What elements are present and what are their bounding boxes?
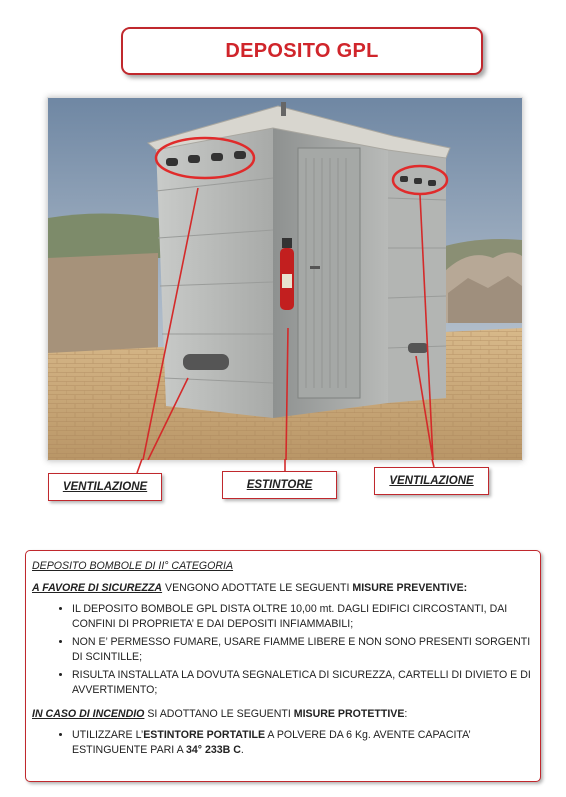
preventive-text: VENGONO ADOTTATE LE SEGUENTI [162, 582, 353, 594]
protective-intro [32, 708, 534, 720]
preventive-intro [32, 582, 534, 594]
protective-text: SI ADOTTANO LE SEGUENTI [144, 708, 294, 720]
list-item: • IL DEPOSITO BOMBOLE GPL DISTA OLTRE 10,00 mt. DAGLI EDIFICI CIRCOSTANTI, DAI CONFINI DI PROPRIETA’ E DAI DEPOSITI INFIAMMABILI; [72, 602, 534, 632]
label-estintore [222, 471, 337, 499]
protective-bold: MISURE PROTETTIVE [293, 708, 405, 720]
page-title: DEPOSITO GPL [225, 39, 379, 62]
protective-lead: IN CASO DI INCENDIO [32, 708, 145, 720]
category-heading: DEPOSITO BOMBOLE DI II° CATEGORIA [32, 560, 234, 572]
protective-text-1: UTILIZZARE L’ [72, 729, 144, 741]
label-estintore-text: ESTINTORE [246, 479, 313, 491]
protective-text-2: A POLVERE DA 6 Kg. AVENTE CAPACITA’ ESTINGUENTE PARI A [72, 729, 471, 756]
protective-colon: : [404, 708, 408, 720]
protective-text-3: . [240, 744, 244, 756]
protective-bold-1: ESTINTORE PORTATILE [143, 729, 266, 741]
preventive-lead: A FAVORE DI SICUREZZA [32, 582, 163, 594]
info-box [25, 550, 541, 782]
protective-bold-2: 34° 233B C [186, 744, 241, 756]
list-item: • RISULTA INSTALLATA LA DOVUTA SEGNALETICA DI SICUREZZA, CARTELLI DI DIVIETO E DI AVVERTIMENTO; [72, 668, 534, 698]
label-ventilazione-right-text: VENTILAZIONE [389, 475, 474, 487]
protective-list [32, 728, 534, 758]
preventive-bold: MISURE PREVENTIVE: [352, 582, 468, 594]
list-item [72, 728, 534, 758]
label-ventilazione-left-text: VENTILAZIONE [62, 481, 148, 493]
preventive-list [32, 602, 534, 698]
list-item: • NON E’ PERMESSO FUMARE, USARE FIAMME LIBERE E NON SONO PRESENTI SORGENTI DI SCINTILLE; [72, 635, 534, 665]
label-ventilazione-left [48, 473, 162, 501]
label-ventilazione-right [374, 467, 489, 495]
